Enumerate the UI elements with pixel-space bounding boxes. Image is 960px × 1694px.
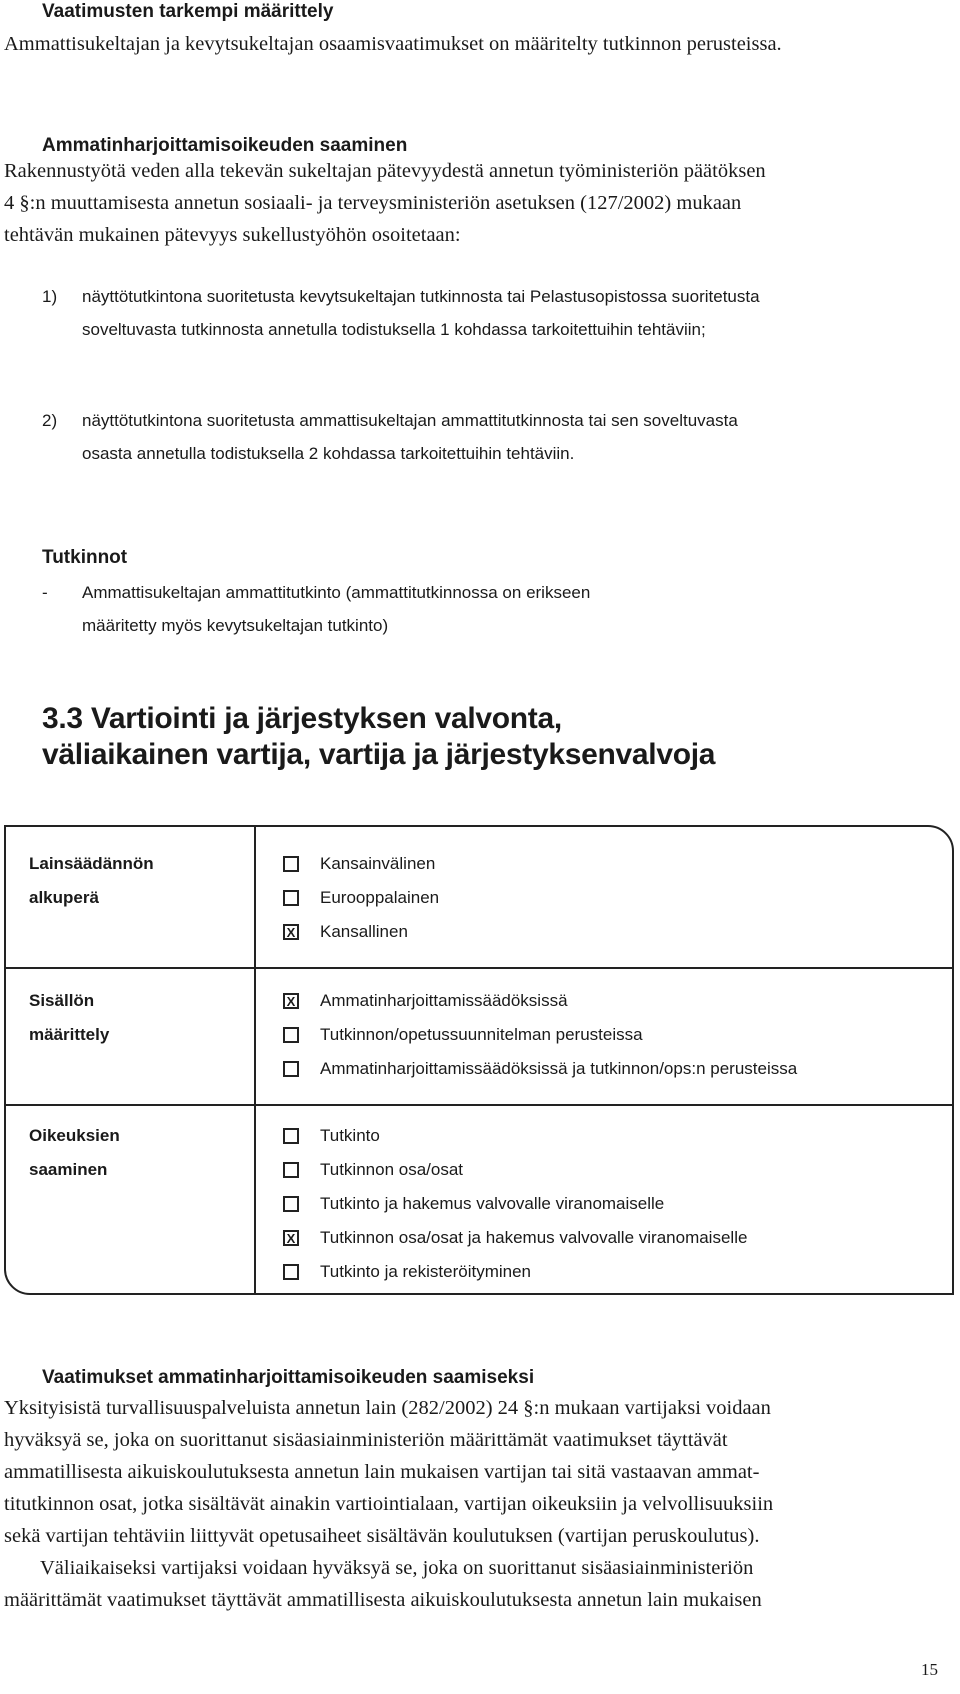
- paragraph-line: titutkinnon osat, jotka sisältävät ainakin vartiointialaan, vartijan oikeuksiin ja velvollisuuksiin: [4, 1493, 774, 1515]
- list-text: [82, 576, 960, 642]
- section-text: Ammattisukeltajan ja kevytsukeltajan osaamisvaatimukset on määritelty tutkinnon perusteissa.: [4, 33, 782, 55]
- checkbox-checked[interactable]: X: [283, 993, 299, 1009]
- list-number: 1): [42, 287, 58, 306]
- label-line: määrittely: [29, 1025, 110, 1044]
- option-eurooppalainen[interactable]: [283, 881, 439, 915]
- bullet-dash: -: [42, 583, 48, 602]
- list-line: Ammattisukeltajan ammattitutkinto (ammattitutkinnossa on erikseen: [82, 583, 591, 602]
- paragraph-line: sekä vartijan tehtäviin liittyvät opetusaiheet sisältävän koulutuksen (vartijan peruskoulutus).: [4, 1525, 760, 1547]
- option-kansallinen[interactable]: [283, 915, 408, 949]
- label-line: Lainsäädännön: [29, 854, 154, 873]
- paragraph-line: tehtävän mukainen pätevyys sukellustyöhön osoitetaan:: [4, 224, 461, 246]
- section-heading-tutkinnot: Tutkinnot: [42, 547, 128, 568]
- option-label: Tutkinnon/opetussuunnitelman perusteissa: [320, 1025, 643, 1044]
- checkbox[interactable]: [283, 1264, 299, 1280]
- list-line: näyttötutkintona suoritetusta kevytsukeltajan tutkinnosta tai Pelastusopistossa suoritetusta: [82, 287, 760, 306]
- table-row-divider: [4, 1104, 954, 1106]
- option-kansainvalinen[interactable]: [283, 847, 435, 881]
- list-line: määritetty myös kevytsukeltajan tutkinto): [82, 616, 389, 635]
- checkbox-checked[interactable]: X: [283, 1230, 299, 1246]
- chapter-heading-line: väliaikainen vartija, vartija ja järjestyksenvalvoja: [42, 738, 716, 771]
- criteria-label-oikeuksien-saaminen: [29, 1119, 120, 1187]
- chapter-heading: [42, 701, 942, 773]
- option-label: Tutkinnon osa/osat: [320, 1160, 464, 1179]
- label-line: saaminen: [29, 1160, 108, 1179]
- option-label: Tutkinto: [320, 1126, 380, 1145]
- section-paragraph: [4, 1392, 956, 1616]
- criteria-label-lainsaadannon-alkupera: [29, 847, 154, 915]
- option-label: Kansallinen: [320, 922, 408, 941]
- option-ammatinharjoittamissaadoksissa[interactable]: [283, 984, 568, 1018]
- option-label: Tutkinto ja rekisteröityminen: [320, 1262, 532, 1281]
- list-number: 2): [42, 411, 58, 430]
- checkbox[interactable]: [283, 856, 299, 872]
- label-line: Oikeuksien: [29, 1126, 120, 1145]
- section-heading-ammatinharjoittamisoikeus: Ammatinharjoittamisoikeuden saaminen: [42, 135, 408, 156]
- option-tutkinto[interactable]: [283, 1119, 380, 1153]
- paragraph-line: määrittämät vaatimukset täyttävät ammatillisesta aikuiskoulutuksesta annetun lain mukaisen: [4, 1589, 762, 1611]
- checkbox[interactable]: [283, 1128, 299, 1144]
- table-column-divider: [254, 825, 256, 1295]
- option-tutkinnon-osa-ja-hakemus[interactable]: [283, 1221, 747, 1255]
- option-label: Tutkinto ja hakemus valvovalle viranomaiselle: [320, 1194, 665, 1213]
- section-heading-vaatimukset-ammatinharjoittamisoikeuden-saamiseksi: Vaatimukset ammatinharjoittamisoikeuden saamiseksi: [42, 1367, 535, 1388]
- option-tutkinto-ja-hakemus[interactable]: [283, 1187, 664, 1221]
- chapter-heading-line: 3.3 Vartiointi ja järjestyksen valvonta,: [42, 702, 562, 735]
- option-label: Tutkinnon osa/osat ja hakemus valvovalle viranomaiselle: [320, 1228, 748, 1247]
- paragraph-line: hyväksyä se, joka on suorittanut sisäasiainministeriön määrittämät vaatimukset täyttävät: [4, 1429, 728, 1451]
- label-line: alkuperä: [29, 888, 99, 907]
- checkbox[interactable]: [283, 1162, 299, 1178]
- option-tutkinnon-osa[interactable]: [283, 1153, 463, 1187]
- list-line: näyttötutkintona suoritetusta ammattisukeltajan ammattitutkinnosta tai sen soveltuvasta: [82, 411, 738, 430]
- label-line: Sisällön: [29, 991, 95, 1010]
- page-number: 15: [921, 1660, 938, 1679]
- checkbox[interactable]: [283, 1196, 299, 1212]
- list-text: [82, 404, 960, 470]
- paragraph-line: 4 §:n muuttamisesta annetun sosiaali- ja terveysministeriön asetuksen (127/2002) mukaan: [4, 192, 742, 214]
- option-saadoksissa-ja-perusteissa[interactable]: [283, 1052, 797, 1086]
- checkbox-checked[interactable]: X: [283, 924, 299, 940]
- option-label: Ammatinharjoittamissäädöksissä ja tutkinnon/ops:n perusteissa: [320, 1059, 798, 1078]
- section-heading-vaatimusten-tarkempi-maarittely: Vaatimusten tarkempi määrittely: [42, 1, 334, 22]
- list-line: osasta annetulla todistuksella 2 kohdassa tarkoitettuihin tehtäviin.: [82, 444, 575, 463]
- list-line: soveltuvasta tutkinnosta annetulla todistuksella 1 kohdassa tarkoitettuihin tehtäviin;: [82, 320, 706, 339]
- section-paragraph: [4, 155, 954, 251]
- paragraph-line: Rakennustyötä veden alla tekevän sukeltajan pätevyydestä annetun työministeriön päätöksen: [4, 160, 766, 182]
- option-label: Ammatinharjoittamissäädöksissä: [320, 991, 568, 1010]
- checkbox[interactable]: [283, 1027, 299, 1043]
- option-label: Eurooppalainen: [320, 888, 440, 907]
- option-tutkinto-ja-rekisteroityminen[interactable]: [283, 1255, 531, 1289]
- checkbox[interactable]: [283, 890, 299, 906]
- paragraph-line: ammatillisesta aikuiskoulutuksesta annetun lain mukaisen vartijan tai sitä vastaavan ammat-: [4, 1461, 760, 1483]
- table-row-divider: [4, 967, 954, 969]
- criteria-label-sisallon-maarittely: [29, 984, 109, 1052]
- paragraph-line: Väliaikaiseksi vartijaksi voidaan hyväksyä se, joka on suorittanut sisäasiainministeriön: [40, 1557, 754, 1579]
- paragraph-line: Yksityisistä turvallisuuspalveluista annetun lain (282/2002) 24 §:n mukaan vartijaksi voidaan: [4, 1397, 771, 1419]
- list-text: [82, 280, 960, 346]
- option-tutkinnon-perusteissa[interactable]: [283, 1018, 643, 1052]
- option-label: Kansainvälinen: [320, 854, 436, 873]
- checkbox[interactable]: [283, 1061, 299, 1077]
